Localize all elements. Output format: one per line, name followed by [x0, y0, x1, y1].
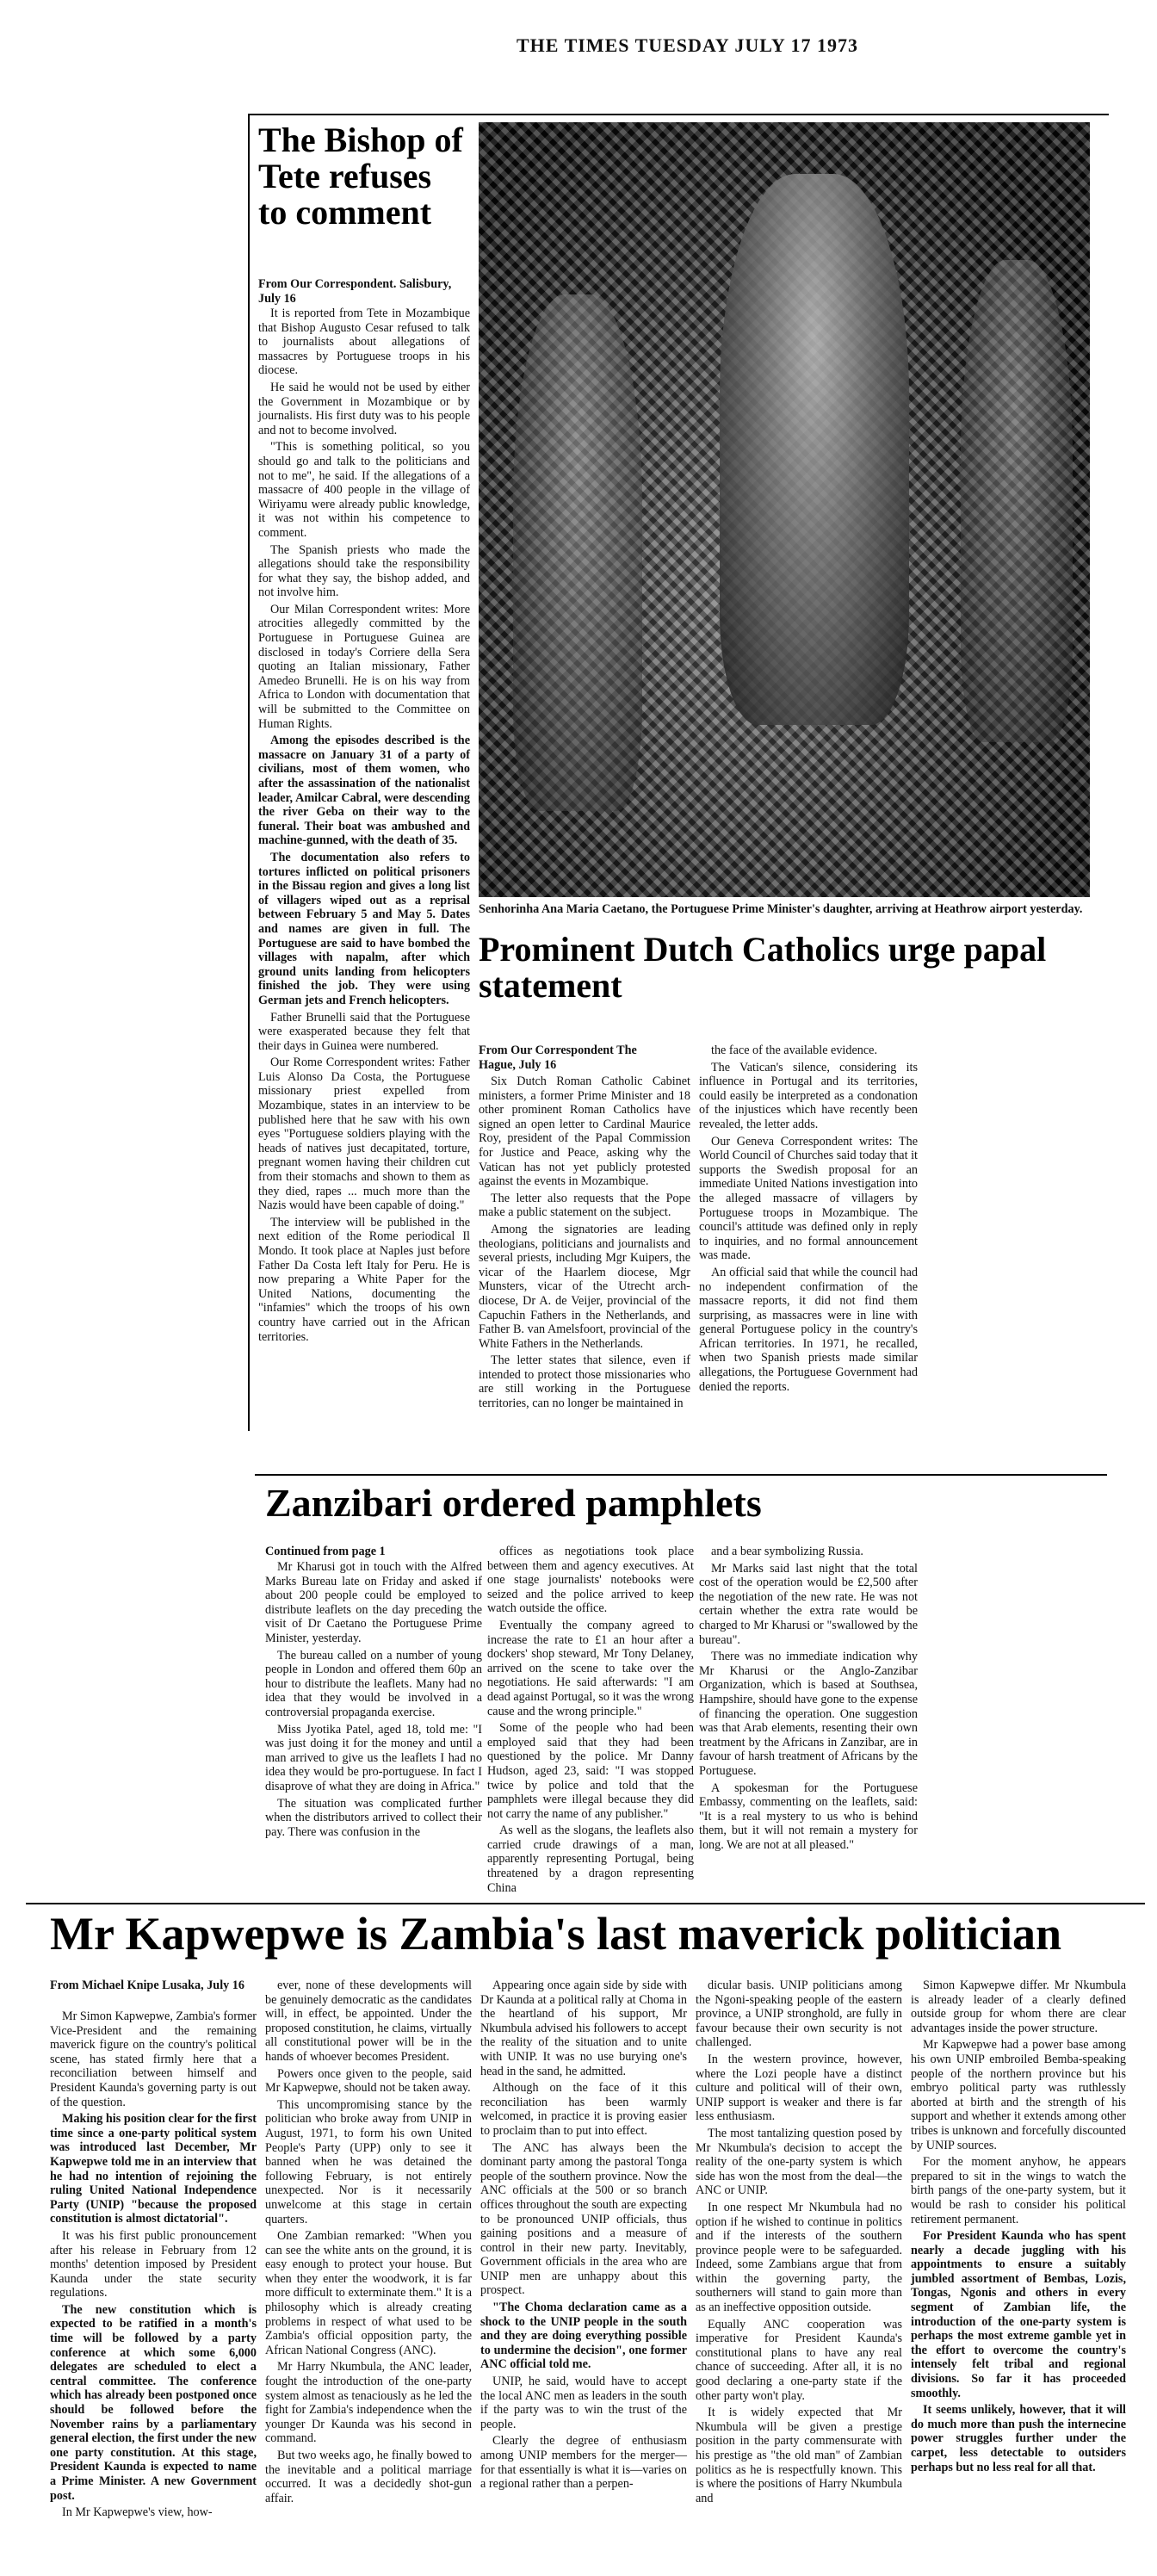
kapwepwe-col-2 [265, 1978, 472, 2569]
kapwepwe-paragraph: Mr Kapwepwe had a power base among his own UNIP embroiled Bemba-speaking people of the northern province but his embryo political party was ruthlessly aborted at birth and the strength of his support and whether it extends among other tribes is unknown and forcefully discounted by UNIP sources. [911, 2038, 1126, 2152]
zanzibari-paragraph: The situation was complicated further when the distributors arrived to collect their pay. There was confusion in the [265, 1796, 482, 1839]
section-rule [248, 114, 1109, 115]
kapwepwe-paragraph: The most tantalizing question posed by Mr Nkumbula's decision to accept the reality of the one-party system is which side has won the most from the deal—the ANC or UNIP. [696, 2126, 902, 2198]
bishop-paragraph: Our Milan Correspondent writes: More atrocities allegedly committed by the Portuguese in Portuguese Guinea are disclosed in today's Corriere della Sera quoting an Italian missionary, Father Amedeo Brunelli. He is on his way from Africa to London with documentation that will be submitted to the Committee on Human Rights. [258, 602, 470, 731]
kapwepwe-paragraph: But two weeks ago, he finally bowed to the inevitable and a political marriage occurred. It was a decidedly shot-gun affair. [265, 2449, 472, 2505]
dutch-paragraph: the face of the available evidence. [711, 1043, 877, 1057]
kapwepwe-paragraph: For the moment anyhow, he appears prepared to sit in the wings to watch the birth pangs of the one-party system, but it would be rash to consider his political retirement permanent. [911, 2155, 1126, 2226]
kapwepwe-paragraph: Mr Harry Nkumbula, the ANC leader, fought the introduction of the one-party system almost as tenaciously as he led the fight for Zambia's independence when the younger Dr Kaunda was his second in command. [265, 2360, 472, 2446]
dutch-paragraph: Six Dutch Roman Catholic Cabinet ministers, a former Prime Minister and 18 other prominent Roman Catholics have signed an open letter to Cardinal Maurice Roy, president of the Papal Commission for Justice and Peace, asking why the Vatican has not yet publicly protested against the events in Mozambique. [479, 1074, 690, 1189]
zanzibari-continued: Continued from page 1 [265, 1545, 386, 1558]
dutch-paragraph: The Vatican's silence, considering its influence in Portugal and its territories, could easily be interpreted as a condonation of the injustices which have recently been revealed, the letter adds. [699, 1060, 918, 1131]
kapwepwe-paragraph: Equally ANC cooperation was imperative for President Kaunda's constitutional plans to have any real chance of succeeding. After all, it is no good declaring a one-party state if the other party won't play. [696, 2317, 902, 2403]
masthead: THE TIMES TUESDAY JULY 17 1973 [517, 34, 858, 56]
zanzibari-paragraph: Mr Kharusi got in touch with the Alfred Marks Bureau late on Friday and asked if about 200 people could be employed to distribute leaflets on the day preceding the visit of Dr Caetano the Portuguese Prime Minister, yesterday. [265, 1560, 482, 1645]
zanzibari-paragraph: The bureau called on a number of young people in London and offered them 60p an hour to distribute the leaflets. Many had no idea that they would be involved in a controversial propaganda exercise. [265, 1648, 482, 1719]
bishop-paragraph: It is reported from Tete in Mozambique that Bishop Augusto Cesar refused to talk to journalists about allegations of massacres by Portuguese troops in his diocese. [258, 307, 470, 378]
kapwepwe-col-4 [696, 1978, 902, 2569]
section-rule [26, 1903, 1145, 1904]
news-photo [479, 122, 1090, 897]
kapwepwe-paragraph: In the western province, however, where the Lozi people have a distinct culture and political will of their own, UNIP support is weaker and there is far less enthusiasm. [696, 2052, 902, 2124]
bishop-headline: The Bishop of Tete refuses to comment [258, 121, 463, 232]
dutch-headline: Prominent Dutch Catholics urge papal statement [479, 930, 1047, 1005]
dutch-col-2 [699, 1043, 918, 1436]
kapwepwe-paragraph: Appearing once again side by side with Dr Kaunda at a political rally at Choma in the heartland of his support, Mr Nkumbula advised his followers to accept the reality of the situation and to unite with UNIP. It was no use burying one's head in the sand, he admitted. [480, 1978, 687, 2078]
zanzibari-paragraph: Mr Marks said last night that the total cost of the operation would be £2,500 after the negotiation of the new rate. He was not certain whether the extra rate would be charged to Mr Kharusi or "swallowed by the bureau". [699, 1561, 918, 1647]
bishop-paragraph: The Spanish priests who made the allegations should take the responsibility for what they say, the bishop added, and not involve him. [258, 542, 470, 600]
kapwepwe-col-5 [911, 1978, 1126, 2569]
kapwepwe-paragraph: It is widely expected that Mr Nkumbula will be given a prestige position in the party commensurate with his prestige as "the old man" of Zambian politics as he is respectfully known. This is where the positions of Harry Nkumbula and [696, 2406, 902, 2505]
zanzibari-paragraph: offices as negotiations took place between them and agency executives. At one stage journalists' notebooks were seized and the police arrived to keep watch outside the office. [487, 1545, 694, 1616]
bishop-body [258, 307, 470, 1434]
kapwepwe-paragraph: In one respect Mr Nkumbula had no option if he wished to continue in politics and if the interests of the southern province people were to be safeguarded. Indeed, some Zambians argue that from within the governing party, the southerners will stand to gain more than as an ineffective opposition outside. [696, 2200, 902, 2315]
kapwepwe-col-1 [50, 2009, 257, 2569]
kapwepwe-col-3 [480, 1978, 687, 2569]
kapwepwe-paragraph: Powers once given to the people, said Mr Kapwepwe, should not be taken away. [265, 2066, 472, 2096]
zanzibari-paragraph: Miss Jyotika Patel, aged 18, told me: "I was just doing it for the money and until a man arrived to give us the leaflets I had no idea they would be pro-portuguese. In fact I disaprove of what they are doing in Africa." [265, 1722, 482, 1793]
bishop-paragraph: Father Brunelli said that the Portuguese were exasperated because they felt that their days in Guinea were numbered. [258, 1010, 470, 1053]
section-rule [255, 1474, 1107, 1476]
kapwepwe-headline: Mr Kapwepwe is Zambia's last maverick politician [50, 1908, 1061, 1960]
dutch-paragraph: Among the signatories are leading theologians, politicians and journalists and several priests, including Mgr Kuipers, the vicar of the Haarlem diocese, Mgr Munsters, vicar of the Utrecht arch-diocese, Dr A. de Veijer, provincial of the Capuchin Fathers in the Netherlands, and Father B. van Amelsfoort, provincial of the White Fathers in the Netherlands. [479, 1222, 690, 1351]
kapwepwe-byline: From Michael Knipe Lusaka, July 16 [50, 1978, 244, 1992]
zanzibari-headline: Zanzibari ordered pamphlets [265, 1481, 762, 1525]
zanzibari-col-2 [487, 1545, 694, 1895]
dutch-paragraph: The letter states that silence, even if intended to protect those missionaries who are still working in the Portuguese territories, can no longer be maintained in [479, 1353, 690, 1411]
kapwepwe-paragraph: UNIP, he said, would have to accept the local ANC men as leaders in the south if the party was to win the trust of the people. [480, 2375, 687, 2431]
kapwepwe-paragraph: This uncompromising stance by the politician who broke away from UNIP in August, 1971, to form his own United People's Party (UPP) only to see it banned when he was detained the following February, is not entirely unexpected. Nor is it necessarily unwelcome at this stage in certain quarters. [265, 2097, 472, 2226]
kapwepwe-paragraph: dicular basis. UNIP politicians among the Ngoni-speaking people of the eastern province, a UNIP stronghold, are fully in favour because their own security is not challenged. [696, 1978, 902, 2050]
bishop-paragraph: The documentation also refers to tortures inflicted on political prisoners in the Bissau region and gives a long list of villagers wiped out as a reprisal between February 5 and May 5. Dates and names are given in full. The Portuguese are said to have bombed the villages with napalm, after which ground units landing from helicopters finished the job. They were using German jets and French helicopters. [258, 850, 470, 1007]
bishop-paragraph: Our Rome Correspondent writes: Father Luis Alonso Da Costa, the Portuguese missionary priest expelled from Mozambique, states in an interview to be published here that he saw with his own eyes "Portuguese soldiers playing with the heads of natives just decapitated, torture, pregnant women having their children cut from their stomachs and shown to them as they died, rapes ... much more than the Nazis would have been capable of doing." [258, 1056, 470, 1213]
dutch-byline: From Our Correspondent The Hague, July 16 [479, 1043, 637, 1072]
kapwepwe-paragraph: Mr Simon Kapwepwe, Zambia's former Vice-President and the remaining maverick figure on the country's political scene, has stated firmly here that a reconciliation between himself and President Kaunda's governing party is out of the question. [50, 2009, 257, 2109]
kapwepwe-paragraph: Making his position clear for the first time since a one-party political system was introduced last December, Mr Kapwepwe told me in an interview that he had no intention of rejoining the ruling United National Independence Party (UNIP) "because the proposed constitution is almost dictatorial". [50, 2112, 257, 2226]
kapwepwe-paragraph: "The Choma declaration came as a shock to the UNIP people in the south and they are doing everything possible to undermine the decision", one former ANC official told me. [480, 2300, 687, 2372]
zanzibari-paragraph: Eventually the company agreed to increase the rate to £1 an hour after a dockers' shop steward, Mr Tony Delaney, arrived on the scene to take over the negotiations. He said afterwards: "I am dead against Portugal, so it was the wrong cause and the wrong principle." [487, 1618, 694, 1718]
column-rule [248, 114, 250, 1431]
zanzibari-col-1 [265, 1560, 482, 1887]
bishop-paragraph: Among the episodes described is the massacre on January 31 of a party of civilians, most of them women, who after the assassination of the nationalist leader, Amilcar Cabral, were descending the river Geba on their way to the funeral. Their boat was ambushed and machine-gunned, with the death of 35. [258, 734, 470, 848]
kapwepwe-paragraph: Although on the face of it this reconciliation has been warmly welcomed, in practice it is proving easier to proclaim than to put into effect. [480, 2081, 687, 2138]
kapwepwe-paragraph: Clearly the degree of enthusiasm among UNIP members for the merger—for that essentially is what it is—varies on a regional rather than a perpen- [480, 2434, 687, 2492]
dutch-paragraph: Our Geneva Correspondent writes: The World Council of Churches said today that it supports the Swedish proposal for an immediate United Nations investigation into the alleged massacre of villagers by Portuguese troops in Mozambique. The council's attitude was defined only in reply to inquiries, and no formal announcement was made. [699, 1134, 918, 1263]
kapwepwe-paragraph: Simon Kapwepwe differ. Mr Nkumbula is already leader of a clearly defined outside group for whom there are clear advantages inside the power structure. [911, 1978, 1126, 2035]
photo-figure [961, 260, 1073, 742]
zanzibari-paragraph: There was no immediate indication why Mr Kharusi or the Anglo-Zanzibar Organization, which is based at Southsea, Hampshire, should have gone to the expense of financing the operation. One suggestion was that Arab elements, resenting their own treatment by the Africans in Zanzibar, are in favour of harsh treatment of Africans by the Portuguese. [699, 1650, 918, 1778]
dutch-col-1 [479, 1074, 690, 1436]
kapwepwe-paragraph: The ANC has always been the dominant party among the pastoral Tonga people of the southern province. Now the ANC officials at the 500 or so branch offices throughout the south are expecting to be pronounced UNIP officials, thus gaining positions and a measure of control in their new party. Inevitably, Government officials in the area who are UNIP men are unhappy about this prospect. [480, 2140, 687, 2298]
kapwepwe-paragraph: ever, none of these developments will be genuinely democratic as the candidates will, in effect, be appointed. Under the proposed constitution, he claims, virtually all constitutional power will be in the hands of whoever becomes President. [265, 1978, 472, 2064]
photo-caption: Senhorinha Ana Maria Caetano, the Portuguese Prime Minister's daughter, arriving at Heathrow airport yesterday. [479, 902, 1083, 916]
zanzibari-paragraph: As well as the slogans, the leaflets also carried crude drawings of a man, apparently representing Portugal, being threatened by a dragon representing China [487, 1824, 694, 1895]
bishop-byline: From Our Correspondent. Salisbury, July 16 [258, 277, 452, 306]
bishop-paragraph: "This is something political, so you should go and talk to the politicians and not to me", he said. If the allegations of a massacre of 400 people in the village of Wiriyamu were already public knowledge, it was not within his competence to comment. [258, 440, 470, 540]
kapwepwe-paragraph: For President Kaunda who has spent nearly a decade juggling with his appointments to ensure a suitably jumbled assortment of Bembas, Lozis, Tongas, Ngonis and others in every segment of Zambian life, the introduction of the one-party system is perhaps the most extreme gamble yet in the effort to overcome the country's intensely felt tribal and regional divisions. So far it has proceeded smoothly. [911, 2229, 1126, 2400]
kapwepwe-paragraph: It was his first public pronouncement after his release in February from 12 months' detention imposed by President Kaunda under the state security regulations. [50, 2228, 257, 2300]
photo-figure [513, 294, 642, 811]
dutch-paragraph: The letter also requests that the Pope make a public statement on the subject. [479, 1191, 690, 1220]
kapwepwe-paragraph: In Mr Kapwepwe's view, how- [62, 2505, 213, 2520]
dutch-paragraph: An official said that while the council had no independent confirmation of the massacre reports, it did not find them surprising, as massacres were in line with general Portuguese policy in the country's African territories. In 1971, he recalled, when two Spanish priests made similar allegations, the Portuguese Government had denied the reports. [699, 1265, 918, 1394]
kapwepwe-paragraph: One Zambian remarked: "When you can see the white ants on the ground, it is easy enough to protect your house. But when they enter the woodwork, it is far more difficult to exterminate them." It is a philosophy which is already creating problems in respect of what used to be Zambia's official opposition party, the African National Congress (ANC). [265, 2229, 472, 2357]
kapwepwe-paragraph: It seems unlikely, however, that it will do much more than push the internecine power struggles further under the carpet, less detectable to outsiders perhaps but no less real for all that. [911, 2403, 1126, 2474]
zanzibari-paragraph: Some of the people who had been employed said that they had been questioned by the police. Mr Danny Hudson, aged 23, said: "I was stopped twice by police and told that the pamphlets were illegal because they did not carry the name of any publisher." [487, 1721, 694, 1821]
bishop-paragraph: The interview will be published in the next edition of the Rome periodical Il Mondo. It took place at Naples just before Father Da Costa left Italy for Peru. He is now preparing a White Paper for the United Nations, documenting the "infamies" which the troops of his own country have carried out in the African territories. [258, 1215, 470, 1344]
zanzibari-paragraph: A spokesman for the Portuguese Embassy, commenting on the leaflets, said: "It is a real mystery to us who is behind them, but it will not remain a mystery for long. We are not at all pleased." [699, 1780, 918, 1852]
photo-figure [720, 174, 909, 725]
zanzibari-col-3 [699, 1545, 918, 1887]
zanzibari-paragraph: and a bear symbolizing Russia. [711, 1545, 863, 1558]
kapwepwe-paragraph: The new constitution which is expected to be ratified in a month's time will be followed by a party conference at which some 6,000 delegates are scheduled to elect a central committee. The conference which has already been postponed once should be followed before the November rains by a parliamentary general election, the first under the new one party constitution. At this stage, President Kaunda is expected to name a Prime Minister. A new Government post. [50, 2302, 257, 2503]
bishop-paragraph: He said he would not be used by either the Government in Mozambique or by journalists. His first duty was to his people and not to become involved. [258, 380, 470, 437]
